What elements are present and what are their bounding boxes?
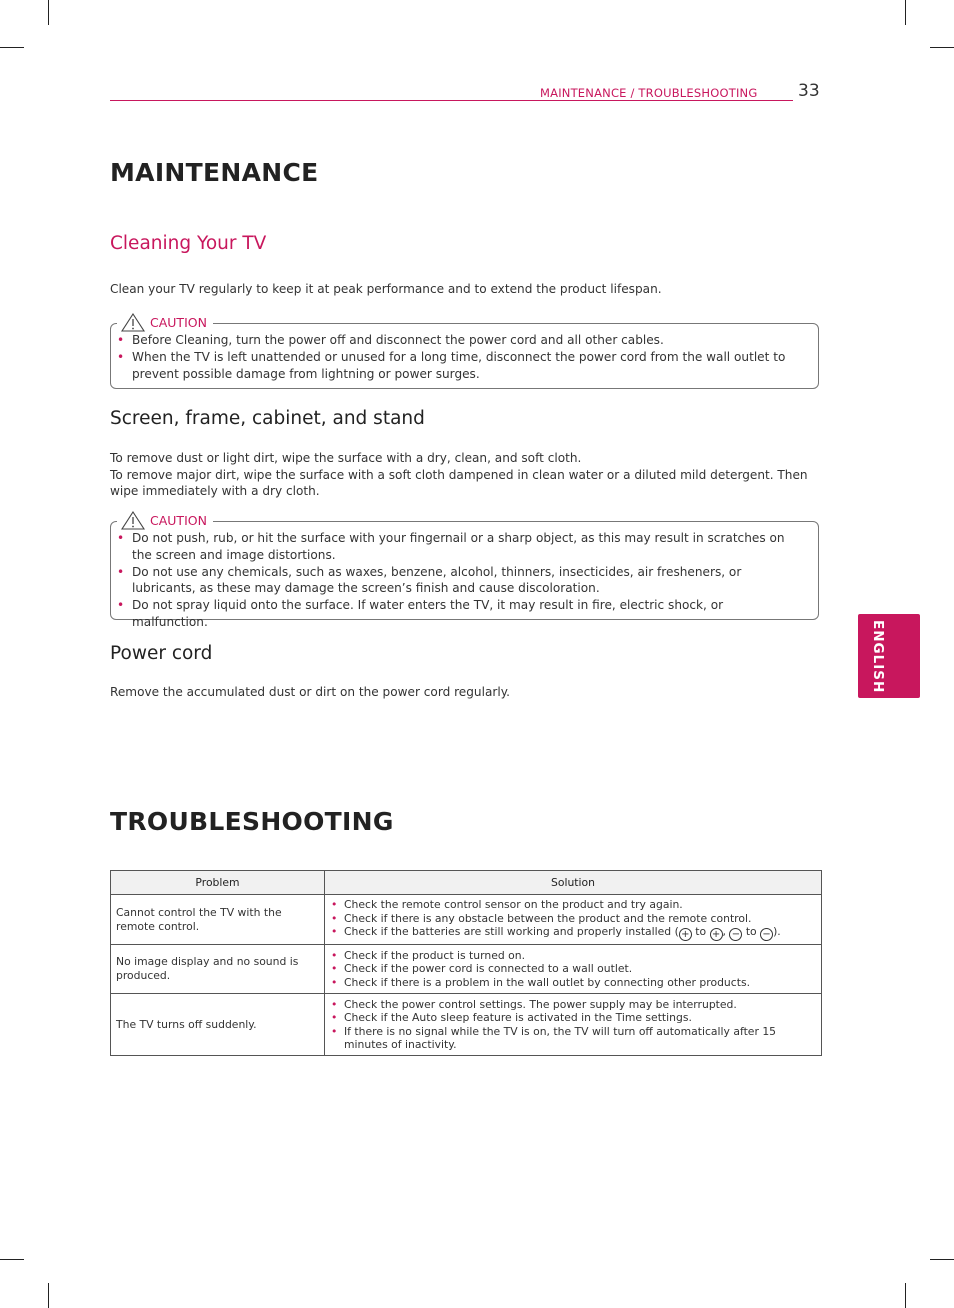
battery-text-suffix: ). xyxy=(773,924,781,938)
plus-icon: + xyxy=(710,928,723,941)
solution-item: • Check the remote control sensor on the product and try again. xyxy=(331,898,816,911)
troubleshooting-table xyxy=(110,870,822,1056)
solution-item: • Check if there is a problem in the wall outlet by connecting other products. xyxy=(331,976,816,989)
solution-item: • Check if the power cord is connected to a wall outlet. xyxy=(331,962,816,975)
solution-item: • Check if the Auto sleep feature is activated in the Time settings. xyxy=(331,1011,816,1024)
cleaning-intro: Clean your TV regularly to keep it at peak performance and to extend the product lifespan. xyxy=(110,282,662,296)
caution-label xyxy=(117,313,213,332)
solution-item: • Check if there is any obstacle between the product and the remote control. xyxy=(331,912,816,925)
minus-icon: − xyxy=(729,928,742,941)
solution-item: • Check the power control settings. The power supply may be interrupted. xyxy=(331,998,816,1011)
warning-icon xyxy=(121,511,145,530)
caution-box-screen xyxy=(110,513,819,629)
caution-item: • Before Cleaning, turn the power off and disconnect the power cord and all other cables. xyxy=(117,332,797,349)
page-number: 33 xyxy=(798,81,820,101)
caution-label xyxy=(117,511,213,530)
header-rule xyxy=(110,100,793,101)
crop-mark xyxy=(930,47,954,48)
running-header: MAINTENANCE / TROUBLESHOOTING xyxy=(540,86,758,100)
crop-mark xyxy=(48,0,49,25)
warning-icon xyxy=(121,313,145,332)
crop-mark xyxy=(905,1283,906,1308)
minus-icon: − xyxy=(760,928,773,941)
column-header-problem: Problem xyxy=(111,871,325,895)
caution-text: CAUTION xyxy=(150,513,207,528)
battery-text-to: to xyxy=(742,924,761,938)
problem-cell: Cannot control the TV with the remote control. xyxy=(111,895,325,945)
crop-mark xyxy=(0,47,24,48)
solution-item: • Check if the product is turned on. xyxy=(331,949,816,962)
caution-text: CAUTION xyxy=(150,315,207,330)
screen-heading: Screen, frame, cabinet, and stand xyxy=(110,408,425,429)
screen-para-1: To remove dust or light dirt, wipe the surface with a dry, clean, and soft cloth. xyxy=(110,451,582,465)
screen-paragraph xyxy=(110,450,822,500)
solution-cell xyxy=(325,994,822,1056)
power-cord-heading: Power cord xyxy=(110,643,213,664)
crop-mark xyxy=(0,1259,24,1260)
solution-cell xyxy=(325,945,822,994)
column-header-solution: Solution xyxy=(325,871,822,895)
solution-item xyxy=(331,925,816,941)
caution-item: • Do not use any chemicals, such as waxes, benzene, alcohol, thinners, insecticides, air fresheners, or lubricants, as these may damage the screen’s finish and cause discoloration. xyxy=(117,564,797,598)
language-tab xyxy=(858,614,920,698)
caution-item: • Do not push, rub, or hit the surface with your fingernail or a sharp object, as this may result in scratches on the screen and image distortions. xyxy=(117,530,797,564)
battery-text-prefix: Check if the batteries are still working and properly installed ( xyxy=(344,924,679,938)
crop-mark xyxy=(48,1283,49,1308)
solution-cell xyxy=(325,895,822,945)
table-row xyxy=(111,994,822,1056)
table-row xyxy=(111,945,822,994)
plus-icon: + xyxy=(679,928,692,941)
troubleshooting-title: TROUBLESHOOTING xyxy=(110,807,394,836)
crop-mark xyxy=(930,1259,954,1260)
table-header-row xyxy=(111,871,822,895)
cleaning-heading: Cleaning Your TV xyxy=(110,233,267,254)
language-tab-label: ENGLISH xyxy=(870,620,886,694)
battery-text-to: to xyxy=(691,924,710,938)
caution-item: • When the TV is left unattended or unused for a long time, disconnect the power cord from the wall outlet to prevent possible damage from lightning or power surges. xyxy=(117,349,797,383)
caution-item: • Do not spray liquid onto the surface. If water enters the TV, it may result in fire, electric shock, or malfunction. xyxy=(117,597,797,631)
caution-box-cleaning xyxy=(110,315,819,389)
screen-para-2: To remove major dirt, wipe the surface with a soft cloth dampened in clean water or a diluted mild detergent. Then wipe immediately with a dry cloth. xyxy=(110,467,808,498)
solution-item: • If there is no signal while the TV is on, the TV will turn off automatically after 15 minutes of inactivity. xyxy=(331,1025,816,1051)
battery-text-sep: , xyxy=(722,924,730,938)
power-cord-text: Remove the accumulated dust or dirt on the power cord regularly. xyxy=(110,685,510,699)
table-row xyxy=(111,895,822,945)
maintenance-title: MAINTENANCE xyxy=(110,158,319,187)
problem-cell: The TV turns off suddenly. xyxy=(111,994,325,1056)
crop-mark xyxy=(905,0,906,25)
problem-cell: No image display and no sound is produced. xyxy=(111,945,325,994)
